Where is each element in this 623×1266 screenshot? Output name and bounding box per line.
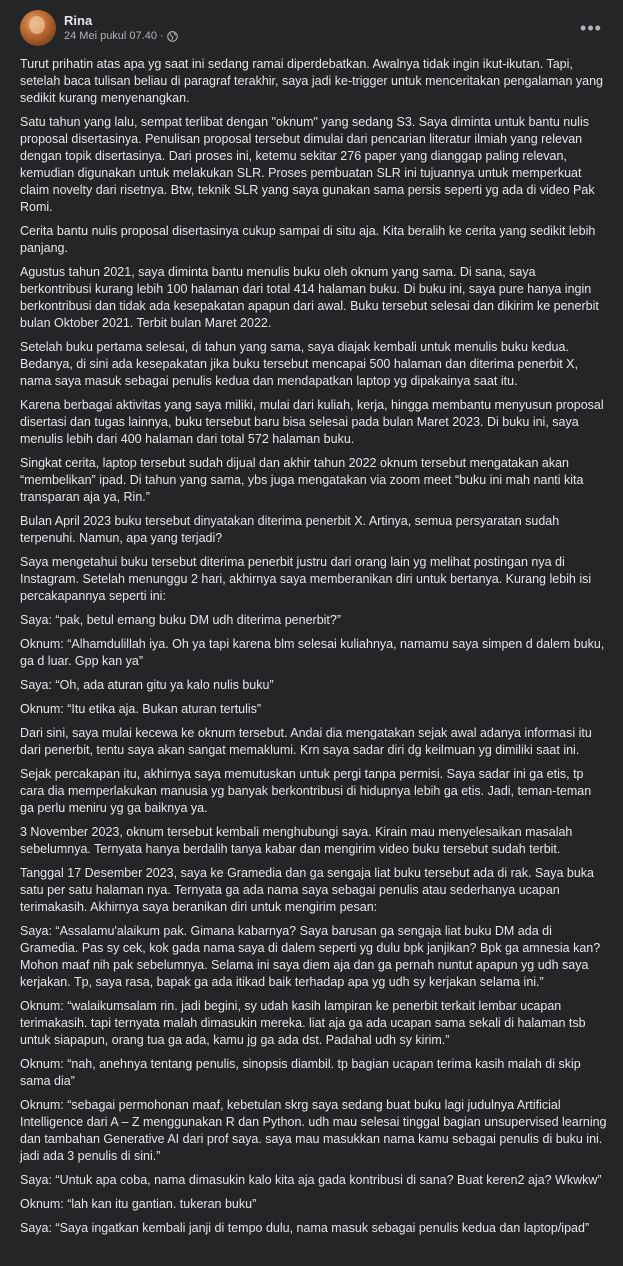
post-paragraph: Oknum: “lah kan itu gantian. tukeran buku” — [20, 1197, 257, 1211]
post-paragraph: Tanggal 17 Desember 2023, saya ke Gramedia dan ga sengaja liat buku tersebut ada di rak. Saya buka satu per satu halaman nya. Ternyata ga ada nama saya sebagai penulis atau sederhanya ucapan terimakasih. Akhirnya saya beranikan diri untuk mengirim pesan: — [20, 866, 594, 914]
post-paragraph: Bulan April 2023 buku tersebut dinyatakan diterima penerbit X. Artinya, semua persyaratan sudah terpenuhi. Namun, apa yang terjadi? — [20, 514, 560, 545]
post-paragraph: Saya: “Saya ingatkan kembali janji di tempo dulu, nama masuk sebagai penulis kedua dan laptop/ipad” — [20, 1221, 590, 1235]
post-paragraph: Sejak percakapan itu, akhirnya saya memutuskan untuk pergi tanpa permisi. Saya sadar ini ga etis, tp cara dia memperlakukan manusia yg banyak berkontribusi di hidupnya lebih ga etis. Jadi, teman-teman ga perlu meniru yg ga baiknya ya. — [20, 767, 592, 815]
post-paragraph: Oknum: “sebagai permohonan maaf, kebetulan skrg saya sedang buat buku lagi judulnya Artificial Intelligence dari A – Z menggunakan R dan Python. udh mau selesai tinggal bagian unsupervised learning dan tambahan Generative AI dari prof saya. saya mau masukkan nama kamu sebagai penulis di buku ini. jadi ada 3 penulis di sini.” — [20, 1098, 607, 1163]
post-paragraph: Saya: “Assalamu'alaikum pak. Gimana kabarnya? Saya barusan ga sengaja liat buku DM ada di Gramedia. Pas sy cek, kok gada nama saya di dalem seperti yg dulu bpk janjikan? Bpk ga amnesia kan? Mohon maaf nih pak sebelumnya. Selama ini saya diem aja dan ga pernah nuntut apapun yg udh saya kerjakan. Tp, saya rasa, bapak ga ada itikad baik terhadap apa yg udh sy kerjakan selama ini.” — [20, 924, 601, 989]
post-subline — [64, 30, 178, 43]
post-paragraph: Saya: “pak, betul emang buku DM udh diterima penerbit?” — [20, 613, 342, 627]
post-paragraph: Dari sini, saya mulai kecewa ke oknum tersebut. Andai dia mengatakan sejak awal adanya informasi itu dari penerbit, tentu saya akan sangat memaklumi. Krn saya sadar diri dg keilmuan yg dimiliki saat ini. — [20, 726, 592, 757]
post-paragraph: Singkat cerita, laptop tersebut sudah dijual dan akhir tahun 2022 oknum tersebut mengatakan akan “membelikan” ipad. Di tahun yang sama, ybs juga mengatakan via zoom meet “buku ini mah nanti kita transparan aja ya, Rin.” — [20, 456, 584, 504]
post-paragraph: Setelah buku pertama selesai, di tahun yang sama, saya diajak kembali untuk menulis buku kedua. Bedanya, di sini ada kesepakatan jika buku tersebut mencapai 500 halaman dan diterima penerbit X, nama saya masuk sebagai penulis kedua dan mendapatkan laptop yg dipakainya saat itu. — [20, 340, 578, 388]
post-paragraph: Saya: “Oh, ada aturan gitu ya kalo nulis buku” — [20, 678, 274, 692]
author-name[interactable]: Rina — [64, 12, 93, 28]
post-paragraph: Turut prihatin atas apa yg saat ini sedang ramai diperdebatkan. Awalnya tidak ingin ikut-ikutan. Tapi, setelah baca tulisan beliau di paragraf terakhir, saya jadi ke-trigger untuk menceritakan pengalaman yang sedikit kurang menyenangkan. — [20, 57, 603, 105]
post-body — [0, 46, 623, 1237]
post-paragraph: 3 November 2023, oknum tersebut kembali menghubungi saya. Kirain mau menyelesaikan masalah sebelumnya. Ternyata hanya berdalih tanya kabar dan mengirim video buku tersebut sudah terbit. — [20, 825, 573, 856]
post-meta — [64, 13, 178, 44]
post-paragraph: Oknum: “Alhamdulillah iya. Oh ya tapi karena blm selesai kuliahnya, namamu saya simpen d dalem buku, ga d luar. Gpp kan ya” — [20, 637, 605, 668]
post-paragraph: Saya: “Untuk apa coba, nama dimasukin kalo kita aja gada kontribusi di sana? Buat keren2 aja? Wkwkw” — [20, 1173, 602, 1187]
timestamp[interactable]: 24 Mei pukul 07.40 — [64, 30, 157, 43]
post-paragraph: Oknum: “Itu etika aja. Bukan aturan tertulis” — [20, 702, 262, 716]
more-options-icon[interactable]: ••• — [580, 17, 602, 38]
post-header — [0, 0, 623, 46]
globe-icon[interactable] — [167, 31, 178, 42]
post-paragraph: Oknum: “walaikumsalam rin. jadi begini, sy udah kasih lampiran ke penerbit terkait lembar ucapan terimakasih. tapi ternyata malah dimasukin mereka. liat aja ga ada ucapan sama sekali di halaman tsb untuk siapapun, orang tua ga ada, kamu jg ga ada dst. Padahal udh sy kirim.” — [20, 999, 586, 1047]
post-paragraph: Saya mengetahui buku tersebut diterima penerbit justru dari orang lain yg melihat postingan nya di Instagram. Setelah menunggu 2 hari, akhirnya saya memberanikan diri untuk bertanya. Kurang lebih isi percakapannya seperti ini: — [20, 555, 592, 603]
separator-dot: · — [159, 30, 164, 43]
post-paragraph: Satu tahun yang lalu, sempat terlibat dengan "oknum" yang sedang S3. Saya diminta untuk bantu nulis proposal disertasinya. Penulisan proposal tersebut dimulai dari pencarian literatur ilmiah yang relevan dengan topik disertasinya. Dari proses ini, ketemu sekitar 276 paper yang dianggap paling relevan, kemudian digunakan untuk melakukan SLR. Proses pembuatan SLR ini tujuannya untuk memperkuat claim novelty dari risetnya. Btw, teknik SLR yang saya gunakan sama persis seperti yg ada di video Pak Romi. — [20, 115, 595, 214]
avatar[interactable] — [20, 10, 56, 46]
post-paragraph: Agustus tahun 2021, saya diminta bantu menulis buku oleh oknum yang sama. Di sana, saya berkontribusi kurang lebih 100 halaman dari total 414 halaman buku. Di buku ini, saya pure hanya ingin berkontribusi dan tidak ada kesepakatan apapun dari awal. Buku tersebut selesai dan dikirim ke penerbit bulan Oktober 2021. Terbit bulan Maret 2022. — [20, 265, 599, 330]
post-paragraph: Oknum: “nah, anehnya tentang penulis, sinopsis diambil. tp bagian ucapan terima kasih malah di skip sama dia” — [20, 1057, 581, 1088]
post-paragraph: Cerita bantu nulis proposal disertasinya cukup sampai di situ aja. Kita beralih ke cerita yang sedikit lebih panjang. — [20, 224, 596, 255]
post-paragraph: Karena berbagai aktivitas yang saya miliki, mulai dari kuliah, kerja, hingga membantu menyusun proposal disertasi dan tugas lainnya, buku tersebut baru bisa selesai pada bulan Maret 2023. Di buku ini, saya menulis lebih dari 400 halaman dari total 572 halaman buku. — [20, 398, 604, 446]
